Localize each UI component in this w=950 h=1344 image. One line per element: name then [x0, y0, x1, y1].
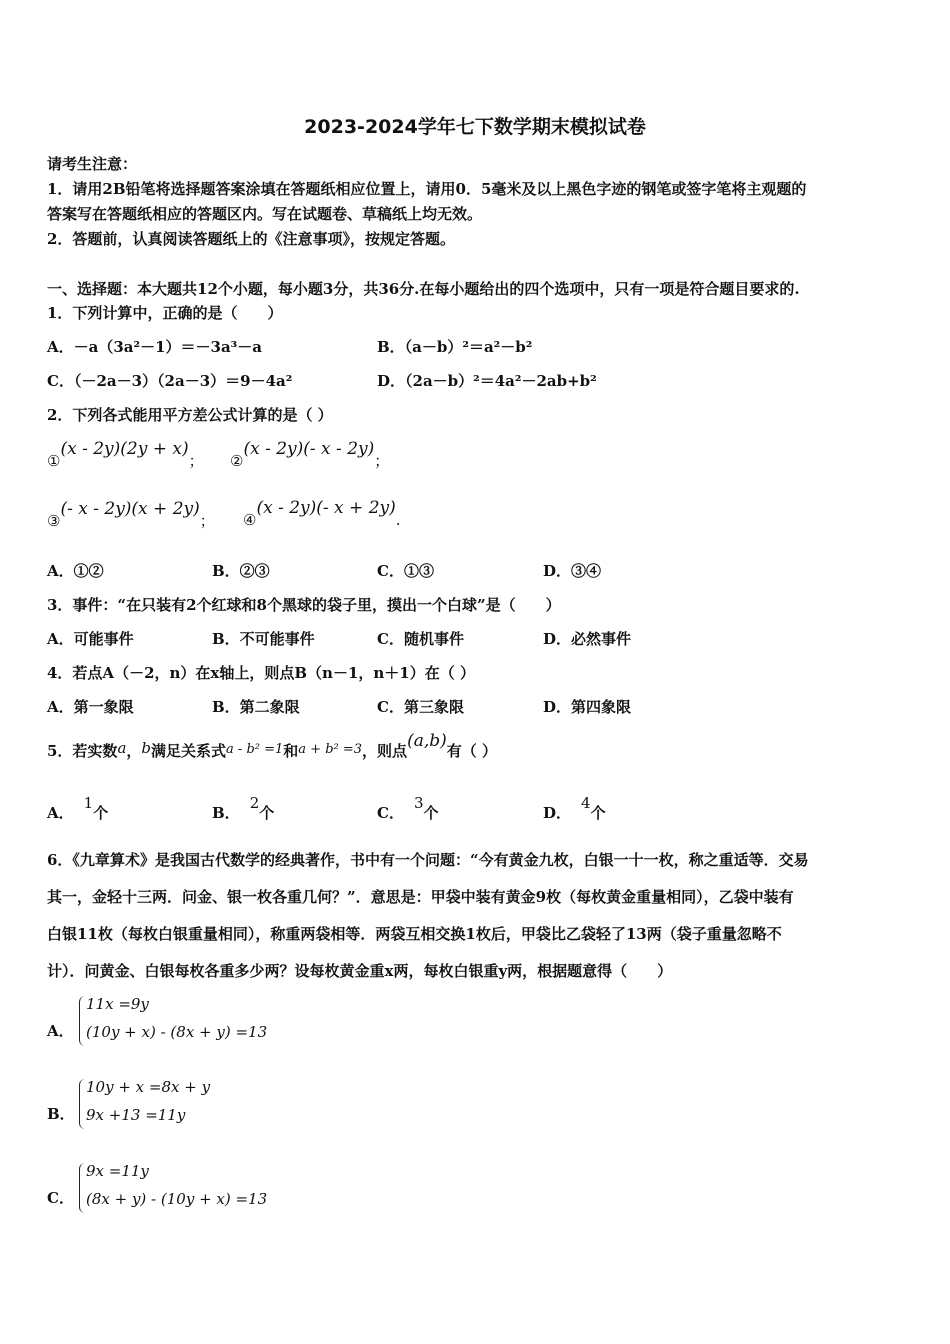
q2-expr-1-sep: ； [188, 452, 204, 470]
q5-option-b-label: B． [212, 804, 240, 822]
q2-option-c: C．①③ [377, 562, 434, 580]
notice-heading: 请考生注意： [47, 155, 138, 173]
section-heading: 一、选择题：本大题共12个小题，每小题3分，共36分.在每小题给出的四个选项中，只有一项是符合题目要求的. [47, 280, 800, 298]
q5-text-6: 有（ ） [446, 742, 497, 760]
q5-stem [47, 731, 497, 761]
q2-expr-4-formula: (x - 2y)(- x + 2y) [256, 498, 396, 518]
q6-option-c-label: C． [47, 1189, 74, 1207]
q5-option-d-label: D． [543, 804, 572, 822]
q6-option-b-brace [79, 1079, 86, 1129]
q5-text-5: ，则点 [362, 742, 408, 760]
page-title: 2023-2024学年七下数学期末模拟试卷 [304, 116, 646, 138]
q5-option-a-unit: 个 [93, 804, 109, 822]
q6-line-4: 计）．问黄金、白银每枚各重多少两？设每枚黄金重x两，每枚白银重y两，根据题意得（ ） [47, 962, 673, 980]
q5-var-b: b [141, 739, 152, 757]
q1-option-a: A．－a（3a²－1）＝－3a³－a [47, 338, 262, 356]
q3-option-d: D．必然事件 [543, 630, 632, 648]
q2-stem: 2．下列各式能用平方差公式计算的是（ ） [47, 406, 333, 424]
q6-option-c-eq2: (8x + y) - (10y + x) =13 [86, 1190, 268, 1208]
notice-line-1: 1．请用2B铅笔将选择题答案涂填在答题纸相应位置上，请用0．5毫米及以上黑色字迹的钢笔或签字笔将主观题的 [47, 180, 807, 198]
notice-line-3: 2．答题前，认真阅读答题纸上的《注意事项》，按规定答题。 [47, 230, 455, 248]
q2-option-b: B．②③ [212, 562, 270, 580]
q5-option-b-value: 2 [249, 794, 260, 812]
q2-option-a: A．①② [47, 562, 104, 580]
q1-option-c: C．（－2a－3）（2a－3）＝9－4a² [47, 372, 293, 390]
q6-option-b-label: B． [47, 1105, 75, 1123]
q5-equation-1: a - b² =1 [226, 742, 284, 757]
q2-expr-3-formula: (- x - 2y)(x + 2y) [60, 499, 200, 519]
q5-option-d-value: 4 [581, 794, 591, 812]
q6-option-a-brace [79, 996, 86, 1046]
q2-expr-4-number: ④ [243, 511, 257, 529]
q5-option-d [543, 792, 606, 822]
q5-option-a-label: A． [47, 804, 74, 822]
q2-expr-2 [230, 438, 390, 470]
q5-equation-2: a + b² =3 [298, 742, 363, 757]
q5-option-b-unit: 个 [259, 804, 275, 822]
q5-point: (a,b) [407, 731, 447, 751]
q5-text-4: 和 [283, 742, 299, 760]
q5-option-b [212, 792, 275, 822]
q2-expr-2-formula: (x - 2y)(- x - 2y) [243, 439, 375, 459]
q2-expr-3 [47, 498, 215, 530]
q5-option-c-value: 3 [413, 794, 424, 812]
q5-option-c [377, 792, 439, 822]
q3-option-a: A．可能事件 [47, 630, 134, 648]
q2-expr-3-sep: ； [199, 512, 215, 530]
q5-text-3: 满足关系式 [151, 742, 227, 760]
q5-var-a: a [117, 739, 127, 757]
q6-line-1: 6．《九章算术》是我国古代数学的经典著作，书中有一个问题：“今有黄金九枚，白银一十一枚，称之重适等．交易 [47, 851, 809, 869]
q6-option-c-brace [79, 1163, 86, 1213]
q2-expr-1-number: ① [47, 452, 61, 470]
q2-expr-4 [243, 498, 401, 529]
q1-stem: 1．下列计算中，正确的是（ ） [47, 304, 283, 322]
q6-option-a-eq1: 11x =9y [86, 995, 149, 1013]
q5-option-d-unit: 个 [590, 804, 606, 822]
q4-stem: 4．若点A（－2，n）在x轴上，则点B（n－1，n＋1）在（ ） [47, 664, 475, 682]
q3-option-c: C．随机事件 [377, 630, 464, 648]
q5-text-2: ， [126, 742, 142, 760]
q2-expr-2-number: ② [230, 452, 244, 470]
q2-expr-3-number: ③ [47, 512, 61, 530]
q3-option-b: B．不可能事件 [212, 630, 315, 648]
q6-option-a-eq2: (10y + x) - (8x + y) =13 [86, 1023, 268, 1041]
q6-line-3: 白银11枚（每枚白银重量相同），称重两袋相等．两袋互相交换1枚后，甲袋比乙袋轻了13两（袋子重量忽略不 [47, 925, 782, 943]
q6-option-a-label: A． [47, 1022, 74, 1040]
q5-text-1: 5．若实数 [47, 742, 118, 760]
q6-option-c-eq1: 9x =11y [86, 1162, 149, 1180]
q4-option-d: D．第四象限 [543, 698, 632, 716]
notice-line-2: 答案写在答题纸相应的答题区内。写在试题卷、草稿纸上均无效。 [47, 205, 483, 223]
q6-option-b-eq2: 9x +13 =11y [86, 1106, 186, 1124]
q6-option-b-eq1: 10y + x =8x + y [86, 1078, 211, 1096]
q5-option-a [47, 792, 109, 822]
q5-option-c-unit: 个 [423, 804, 439, 822]
q4-option-b: B．第二象限 [212, 698, 300, 716]
q5-option-a-value: 1 [83, 794, 94, 812]
q2-option-d: D．③④ [543, 562, 602, 580]
q2-expr-2-sep: ； [374, 452, 390, 470]
q4-option-a: A．第一象限 [47, 698, 134, 716]
q3-stem: 3．事件：“在只装有2个红球和8个黑球的袋子里，摸出一个白球”是（ ） [47, 596, 561, 614]
q4-option-c: C．第三象限 [377, 698, 464, 716]
q2-expr-1-formula: (x - 2y)(2y + x) [60, 439, 189, 459]
q5-option-c-label: C． [377, 804, 404, 822]
q2-expr-4-sep: . [395, 511, 401, 529]
q1-option-b: B．（a－b）²＝a²－b² [377, 338, 533, 356]
q1-option-d: D．（2a－b）²＝4a²－2ab+b² [377, 372, 597, 390]
q2-expr-1 [47, 438, 204, 470]
q6-line-2: 其一，金轻十三两．问金、银一枚各重几何？”．意思是：甲袋中装有黄金9枚（每枚黄金重量相同），乙袋中装有 [47, 888, 794, 906]
